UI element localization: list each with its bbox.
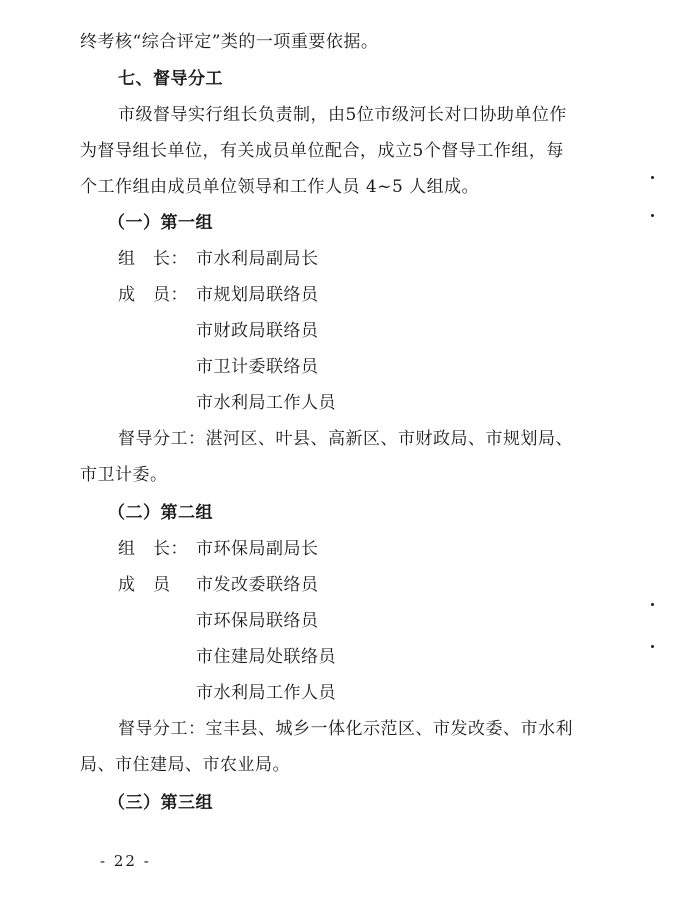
member-item: 市水利局工作人员: [196, 683, 336, 703]
duty-line: 督导分工：宝丰县、城乡一体化示范区、市发改委、市水利: [118, 719, 573, 739]
member-item: 市住建局处联络员: [196, 647, 336, 667]
page-number: - 22 -: [100, 852, 151, 870]
duty-line: 督导分工：湛河区、叶县、高新区、市财政局、市规划局、: [118, 429, 573, 449]
section-heading: 七、督导分工: [118, 69, 223, 89]
group-heading: （一）第一组: [108, 213, 213, 233]
scan-speck: [651, 214, 654, 217]
duty-line: 局、市住建局、市农业局。: [80, 755, 290, 775]
group-heading: （三）第三组: [108, 793, 213, 813]
paragraph-line: 为督导组长单位，有关成员单位配合，成立5个督导工作组，每: [80, 141, 564, 161]
scan-speck: [651, 176, 654, 179]
scan-speck: [651, 645, 654, 648]
member-item: 市卫计委联络员: [196, 357, 319, 377]
paragraph-line: 个工作组由成员单位领导和工作人员 4~5 人组成。: [80, 177, 480, 197]
members-label: 成 员：: [118, 285, 188, 305]
member-item: 市发改委联络员: [196, 575, 319, 595]
paragraph-line: 市级督导实行组长负责制，由5位市级河长对口协助单位作: [118, 105, 567, 125]
member-item: 市环保局联络员: [196, 611, 319, 631]
group-heading: （二）第二组: [108, 503, 213, 523]
member-item: 市水利局工作人员: [196, 393, 336, 413]
member-item: 市财政局联络员: [196, 321, 319, 341]
paragraph-line: 终考核“综合评定”类的一项重要依据。: [80, 32, 379, 52]
scan-speck: [651, 603, 654, 606]
duty-line: 市卫计委。: [80, 465, 168, 485]
leader-label: 组 长：: [118, 539, 188, 559]
members-label: 成 员: [118, 575, 171, 595]
leader-name: 市环保局副局长: [196, 539, 319, 559]
leader-label: 组 长：: [118, 249, 188, 269]
leader-name: 市水利局副局长: [196, 249, 319, 269]
member-item: 市规划局联络员: [196, 285, 319, 305]
